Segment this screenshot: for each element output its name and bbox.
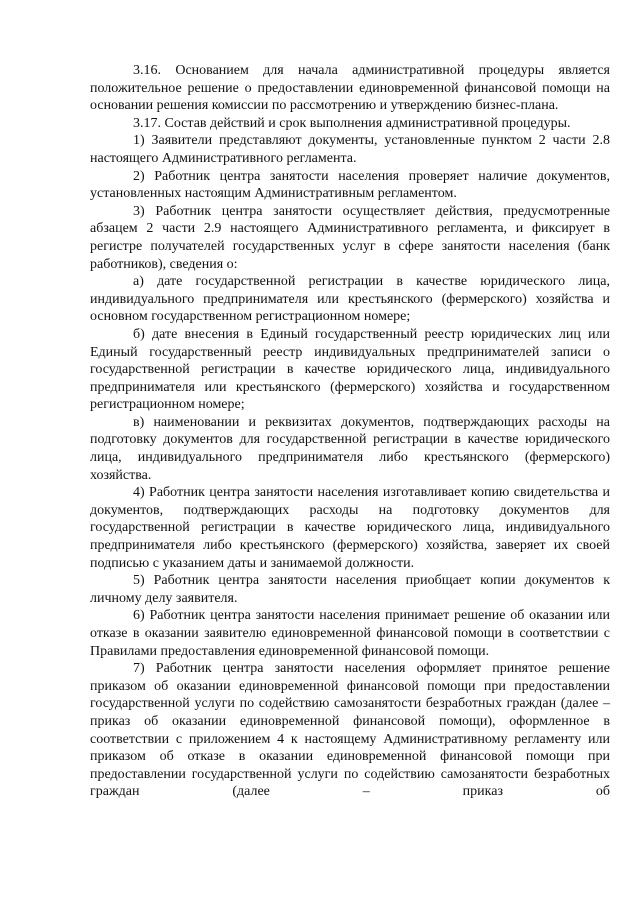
document-page [90, 62, 610, 801]
paragraph-3-17: 3.17. Состав действий и срок выполнения административной процедуры. [133, 115, 571, 131]
paragraph-item-6: 6) Работник центра занятости населения принимает решение об оказании или отказе в оказании заявителю единовременной финансовой помощи в соответствии с Правилами предоставления единовременной финансовой помощи. [90, 608, 610, 659]
paragraph-subitem-a: а) дате государственной регистрации в качестве юридического лица, индивидуального предпринимателя или крестьянского (фермерского) хозяйства и основном государственном регистрационном номере; [90, 274, 610, 325]
paragraph-item-3: 3) Работник центра занятости осуществляет действия, предусмотренные абзацем 2 части 2.9 настоящего Административного регламента, и фиксирует в регистре получателей государственных услуг в сфере занятости населения (банк работников), сведения о: [90, 203, 610, 272]
paragraph-item-7: 7) Работник центра занятости населения оформляет принятое решение приказом об оказании единовременной финансовой помощи при предоставлении государственной услуги по содействию самозанятости безработных граждан (далее – приказ об оказании единовременной финансовой помощи), оформленное в соответствии с приложением 4 к настоящему Административному регламенту или приказом об отказе в оказании единовременной финансовой помощи при предоставлении государственной услуги по содействию самозанятости безработных граждан (далее – приказ об [90, 661, 610, 800]
paragraph-3-16: 3.16. Основанием для начала административной процедуры является положительное решение о предоставлении единовременной финансовой помощи на основании решения комиссии по рассмотрению и утверждению бизнес-плана. [90, 63, 610, 114]
paragraph-item-5: 5) Работник центра занятости населения приобщает копии документов к личному делу заявителя. [90, 573, 610, 606]
paragraph-item-4: 4) Работник центра занятости населения изготавливает копию свидетельства и документов, подтверждающих расходы на подготовку документов для государственной регистрации в качестве юридического лица, индивидуального предпринимателя либо крестьянского (фермерского) хозяйства, заверяет их своей подписью с указанием даты и занимаемой должности. [90, 485, 610, 571]
paragraph-item-1: 1) Заявители представляют документы, установленные пунктом 2 части 2.8 настоящего Административного регламента. [90, 133, 610, 166]
paragraph-subitem-v: в) наименовании и реквизитах документов, подтверждающих расходы на подготовку документов для государственной регистрации в качестве юридического лица, индивидуального предпринимателя либо крестьянского (фермерского) хозяйства. [90, 414, 610, 483]
paragraph-item-2: 2) Работник центра занятости населения проверяет наличие документов, установленных настоящим Административным регламентом. [90, 168, 610, 202]
paragraph-subitem-b: б) дате внесения в Единый государственный реестр юридических лиц или Единый государственный реестр индивидуальных предпринимателей записи о государственной регистрации в качестве юридического лица, индивидуального предпринимателя или крестьянского (фермерского) хозяйства и государственном регистрационном номере; [90, 326, 610, 413]
